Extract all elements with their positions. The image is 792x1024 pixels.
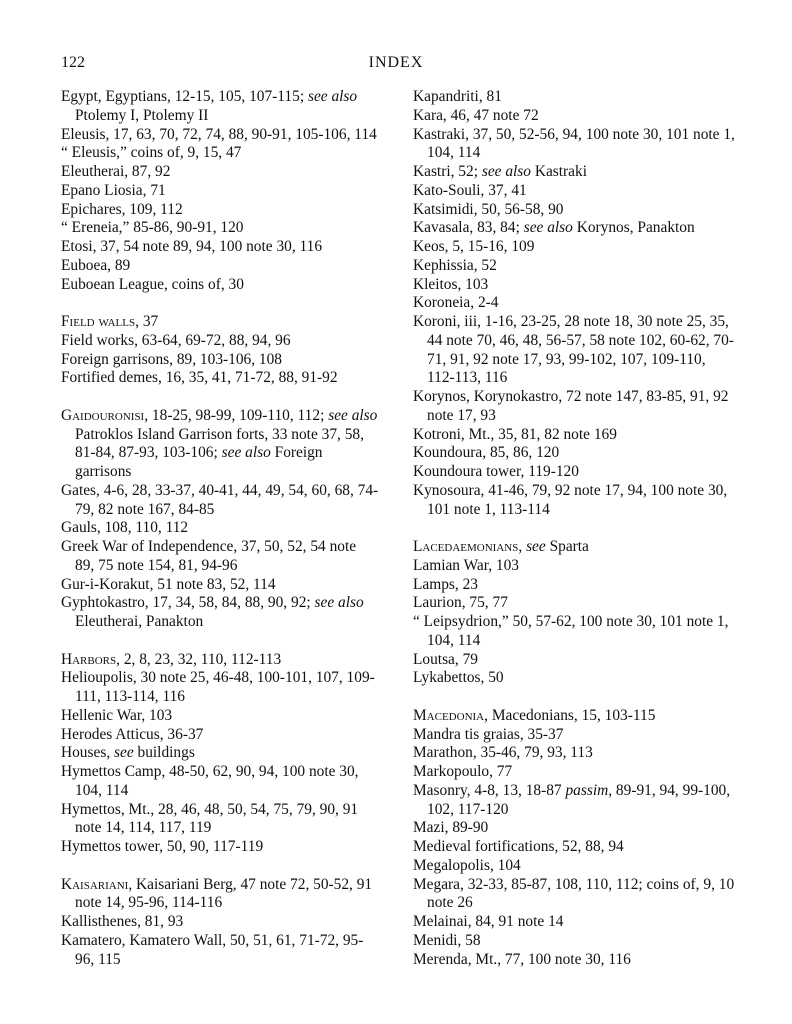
index-entry: Megalopolis, 104	[413, 856, 521, 874]
index-entry: Kallisthenes, 81, 93	[61, 913, 184, 930]
section-gap	[413, 519, 735, 538]
index-entry: Houses, see buildings	[61, 744, 195, 762]
index-entry: Epano Liosia, 71	[61, 181, 166, 199]
index-entry: Mandra tis graias, 35-37	[413, 725, 564, 743]
index-column-right	[413, 88, 735, 969]
index-entry: Hymettos tower, 50, 90, 117-119	[61, 838, 264, 855]
index-entry: Epichares, 109, 112	[61, 200, 183, 218]
index-entry: Kamatero, Kamatero Wall, 50, 51, 61, 71-72, 95-96, 115	[61, 931, 364, 968]
index-entry: Korynos, Korynokastro, 72 note 147, 83-85, 91, 92 note 17, 93	[413, 388, 729, 424]
index-entry: Lykabettos, 50	[413, 669, 504, 687]
index-entry: Egypt, Egyptians, 12-15, 105, 107-115; see also Ptolemy I, Ptolemy II	[61, 88, 358, 124]
section-gap	[61, 857, 379, 876]
index-entry: Koroni, iii, 1-16, 23-25, 28 note 18, 30 note 25, 35, 44 note 70, 46, 48, 56-57, 58 note 102, 60-62, 70-71, 91, 92 note 17, 93, 99-102, 107, 109-110, 112-113, 116	[413, 313, 734, 387]
index-entry: Melainai, 84, 91 note 14	[413, 913, 564, 930]
index-entry: Kotroni, Mt., 35, 81, 82 note 169	[413, 425, 617, 443]
index-entry: Hymettos, Mt., 28, 46, 48, 50, 54, 75, 79, 90, 91 note 14, 114, 117, 119	[61, 800, 359, 837]
index-entry: Medieval fortifications, 52, 88, 94	[413, 838, 624, 855]
index-entry: Gates, 4-6, 28, 33-37, 40-41, 44, 49, 54, 60, 68, 74-79, 82 note 167, 84-85	[61, 481, 379, 518]
index-entry: Kapandriti, 81	[413, 88, 502, 105]
index-entry: Laurion, 75, 77	[413, 594, 508, 612]
index-entry: Lamian War, 103	[413, 556, 519, 574]
index-entry: Helioupolis, 30 note 25, 46-48, 100-101, 107, 109-111, 113-114, 116	[61, 669, 375, 705]
index-entry: Koundoura tower, 119-120	[413, 463, 579, 480]
index-entry: Harbors, 2, 8, 23, 32, 110, 112-113	[61, 650, 282, 668]
index-entry: Koroneia, 2-4	[413, 294, 499, 312]
section-gap	[413, 688, 735, 707]
index-entry: Euboea, 89	[61, 256, 131, 274]
index-entry: Gyphtokastro, 17, 34, 58, 84, 88, 90, 92; see also Eleutherai, Panakton	[61, 594, 364, 630]
index-entry: Eleutherai, 87, 92	[61, 163, 171, 180]
index-entry: Foreign garrisons, 89, 103-106, 108	[61, 350, 283, 368]
index-entry: Gauls, 108, 110, 112	[61, 519, 189, 537]
index-entry: Euboean League, coins of, 30	[61, 275, 244, 293]
index-entry: Hymettos Camp, 48-50, 62, 90, 94, 100 note 30, 104, 114	[61, 763, 359, 799]
index-entry: Field walls, 37	[61, 313, 159, 330]
section-gap	[61, 632, 379, 651]
index-entry: Loutsa, 79	[413, 650, 478, 668]
index-entry: Gaidouronisi, 18-25, 98-99, 109-110, 112; see also Patroklos Island Garrison forts, 33 note 37, 58, 81-84, 87-93, 103-106; see also Foreign garrisons	[61, 406, 378, 480]
index-entry: Kato-Souli, 37, 41	[413, 181, 527, 199]
index-entry: Kara, 46, 47 note 72	[413, 106, 539, 124]
index-entry: “ Ereneia,” 85-86, 90-91, 120	[61, 219, 244, 237]
index-entry: Eleusis, 17, 63, 70, 72, 74, 88, 90-91, 105-106, 114	[61, 125, 377, 143]
index-entry: Mazi, 89-90	[413, 819, 489, 837]
index-entry: Merenda, Mt., 77, 100 note 30, 116	[413, 950, 631, 968]
index-entry: Lacedaemonians, see Sparta	[413, 538, 589, 555]
section-gap	[61, 388, 379, 407]
index-entry: Keos, 5, 15-16, 109	[413, 238, 535, 255]
index-entry: Kaisariani, Kaisariani Berg, 47 note 72, 50-52, 91 note 14, 95-96, 114-116	[61, 875, 373, 912]
index-entry: Marathon, 35-46, 79, 93, 113	[413, 744, 593, 762]
index-entry: Menidi, 58	[413, 931, 481, 949]
index-entry: Katsimidi, 50, 56-58, 90	[413, 200, 564, 218]
index-column-left	[61, 88, 379, 969]
index-entry: Masonry, 4-8, 13, 18-87 passim, 89-91, 94, 99-100, 102, 117-120	[413, 781, 731, 818]
index-entry: Hellenic War, 103	[61, 706, 173, 724]
index-entry: Greek War of Independence, 37, 50, 52, 54 note 89, 75 note 154, 81, 94-96	[61, 538, 357, 574]
index-entry: Kephissia, 52	[413, 256, 497, 274]
index-entry: Fortified demes, 16, 35, 41, 71-72, 88, 91-92	[61, 369, 338, 387]
index-entry: Markopoulo, 77	[413, 763, 513, 780]
index-entry: Megara, 32-33, 85-87, 108, 110, 112; coins of, 9, 10 note 26	[413, 875, 735, 912]
section-gap	[61, 294, 379, 313]
index-entry: “ Eleusis,” coins of, 9, 15, 47	[61, 144, 242, 162]
index-entry: Kleitos, 103	[413, 275, 489, 293]
index-entry: Macedonia, Macedonians, 15, 103-115	[413, 706, 656, 724]
index-entry: Herodes Atticus, 36-37	[61, 725, 204, 743]
index-entry: Lamps, 23	[413, 575, 478, 593]
index-entry: Field works, 63-64, 69-72, 88, 94, 96	[61, 331, 291, 349]
index-entry: “ Leipsydrion,” 50, 57-62, 100 note 30, 101 note 1, 104, 114	[413, 613, 729, 649]
page-number: 122	[61, 54, 85, 71]
index-entry: Kynosoura, 41-46, 79, 92 note 17, 94, 100 note 30, 101 note 1, 113-114	[413, 481, 728, 518]
index-entry: Kavasala, 83, 84; see also Korynos, Panakton	[413, 219, 695, 237]
page-title: INDEX	[368, 54, 424, 71]
index-entry: Kastraki, 37, 50, 52-56, 94, 100 note 30, 101 note 1, 104, 114	[413, 125, 735, 162]
index-entry: Etosi, 37, 54 note 89, 94, 100 note 30, 116	[61, 238, 323, 255]
index-entry: Kastri, 52; see also Kastraki	[413, 163, 587, 180]
index-entry: Gur-i-Korakut, 51 note 83, 52, 114	[61, 575, 276, 593]
index-entry: Koundoura, 85, 86, 120	[413, 444, 560, 462]
